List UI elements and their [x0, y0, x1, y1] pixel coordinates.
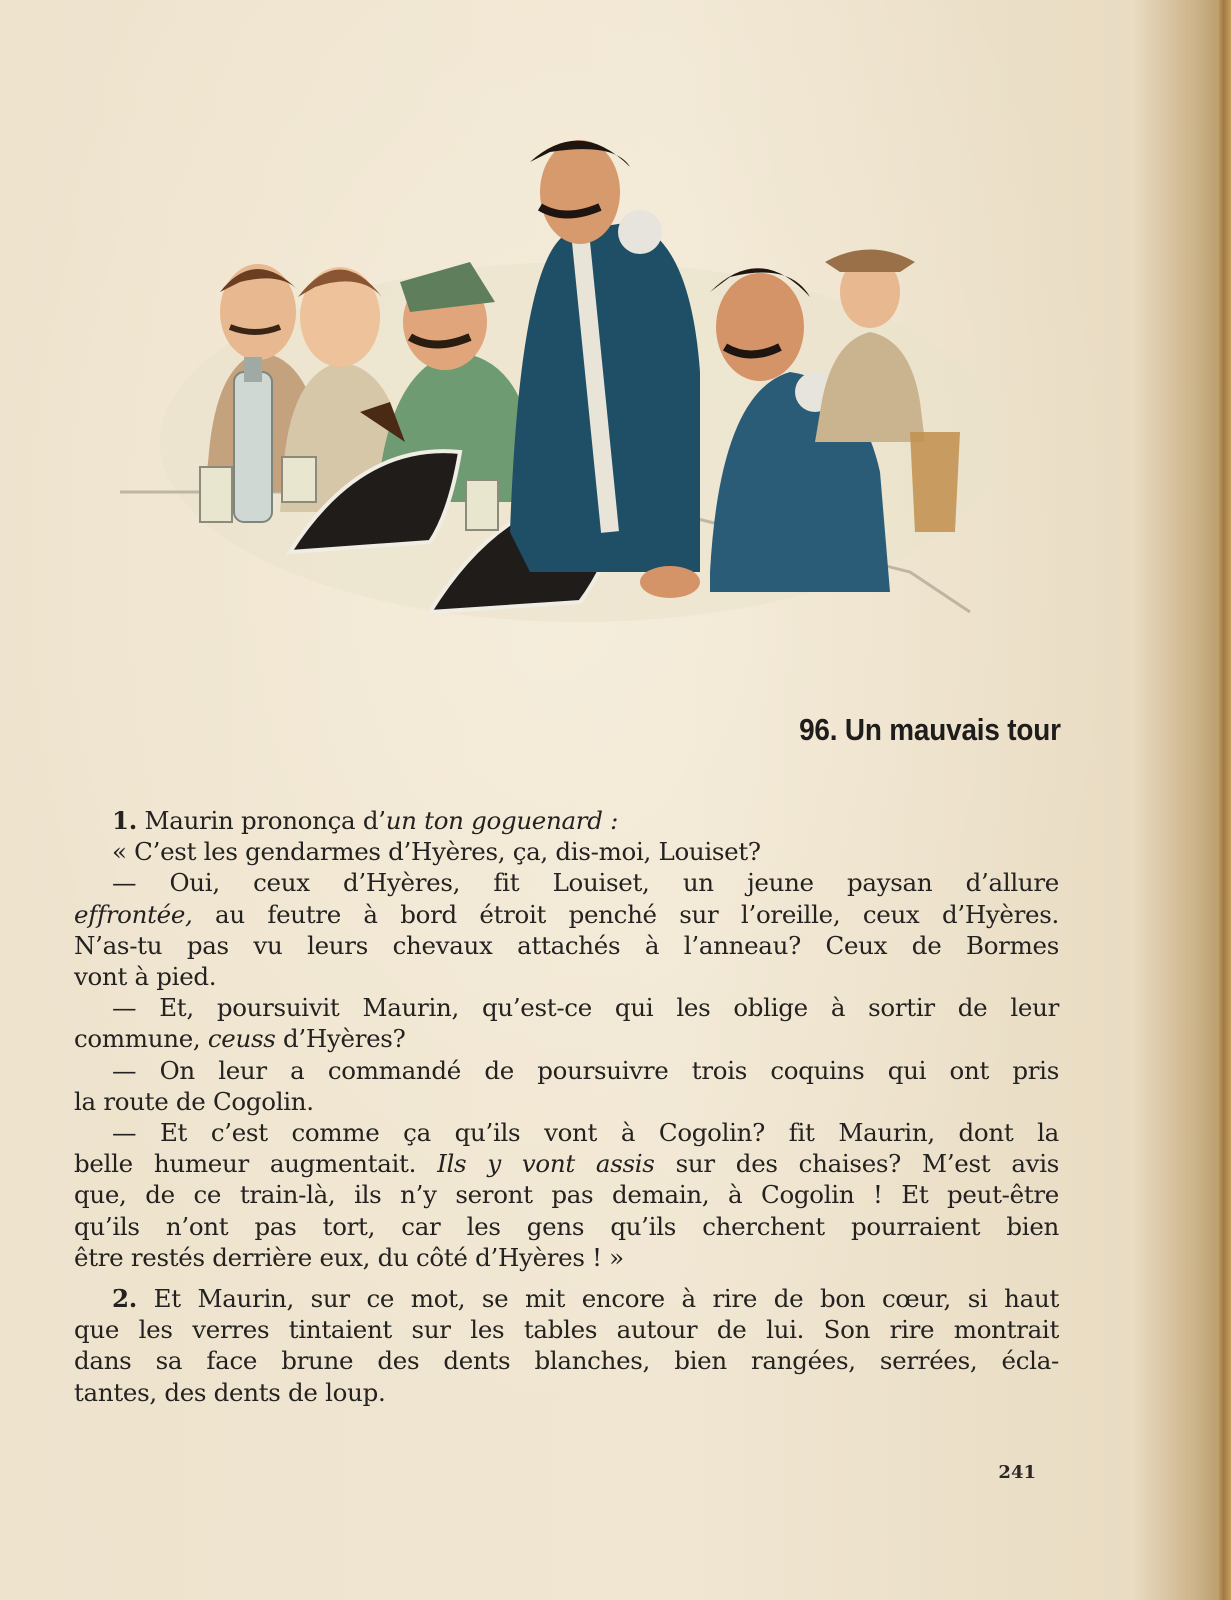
text-segment: vont à pied. — [74, 962, 217, 992]
text-line — [74, 867, 1059, 898]
text-line — [74, 1345, 1059, 1376]
text-segment: — Et, poursuivit Maurin, qu’est-ce qui les oblige à sortir de leur — [112, 993, 1059, 1023]
text-line — [74, 930, 1059, 961]
text-segment: belle humeur augmentait. — [74, 1149, 438, 1179]
text-line — [74, 899, 1059, 930]
text-segment: — Et c’est comme ça qu’ils vont à Cogolin? fit Maurin, dont la — [112, 1118, 1059, 1148]
paragraph-number: 2. — [112, 1284, 137, 1314]
text-line — [74, 1211, 1059, 1242]
text-line — [74, 1148, 1059, 1179]
text-line — [74, 992, 1059, 1023]
chapter-title: 96. Un mauvais tour — [799, 712, 1061, 747]
text-line — [74, 1086, 1059, 1117]
italic-phrase: Ils y vont assis — [437, 1149, 655, 1179]
page-edge — [1217, 0, 1231, 1600]
text-segment: au feutre à bord étroit penché sur l’oreille, ceux d’Hyères. — [192, 899, 1059, 929]
text-segment: être restés derrière eux, du côté d’Hyères ! » — [74, 1242, 624, 1272]
text-segment: — On leur a commandé de poursuivre trois coquins qui ont pris — [112, 1055, 1059, 1085]
text-line — [74, 1179, 1059, 1210]
text-segment: commune, — [74, 1024, 208, 1054]
text-segment: la route de Cogolin. — [74, 1086, 314, 1116]
text-segment: que, de ce train-là, ils n’y seront pas demain, à Cogolin ! Et peut-être — [74, 1180, 1059, 1210]
gendarmes-in-tavern-illustration — [110, 112, 990, 652]
italic-phrase: un ton goguenard : — [385, 806, 619, 835]
text-line — [74, 836, 1059, 867]
text-segment: que les verres tintaient sur les tables autour de lui. Son rire montrait — [74, 1315, 1059, 1345]
text-line — [74, 1117, 1059, 1148]
italic-phrase: ceuss — [207, 1024, 276, 1054]
text-line — [74, 1314, 1059, 1345]
text-line — [74, 1242, 1059, 1273]
text-segment: N’as-tu pas vu leurs chevaux attachés à l’anneau? Ceux de Bormes — [74, 930, 1059, 960]
paragraph-number: 1. — [112, 806, 137, 835]
text-segment: qu’ils n’ont pas tort, car les gens qu’ils cherchent pourraient bien — [74, 1211, 1059, 1241]
text-segment: Et Maurin, sur ce mot, se mit encore à rire de bon cœur, si haut — [136, 1284, 1059, 1314]
text-segment: « C’est les gendarmes d’Hyères, ça, dis-moi, Louiset? — [112, 837, 761, 867]
text-segment: Maurin prononça d’ — [136, 806, 386, 835]
text-segment: tantes, des dents de loup. — [74, 1377, 386, 1407]
text-line — [74, 805, 1059, 836]
text-line — [74, 1023, 1059, 1054]
text-segment: — Oui, ceux d’Hyères, fit Louiset, un jeune paysan d’allure — [112, 868, 1059, 898]
italic-phrase: effrontée, — [74, 899, 193, 929]
text-line — [74, 1055, 1059, 1086]
story-text — [74, 805, 1059, 1408]
text-segment: dans sa face brune des dents blanches, bien rangées, serrées, écla- — [74, 1346, 1059, 1376]
text-line — [74, 1283, 1059, 1314]
text-line — [74, 1377, 1059, 1408]
text-line — [74, 961, 1059, 992]
text-segment: sur des chaises? M’est avis — [654, 1149, 1060, 1179]
page-number: 241 — [998, 1462, 1036, 1483]
text-segment: d’Hyères? — [275, 1024, 406, 1054]
